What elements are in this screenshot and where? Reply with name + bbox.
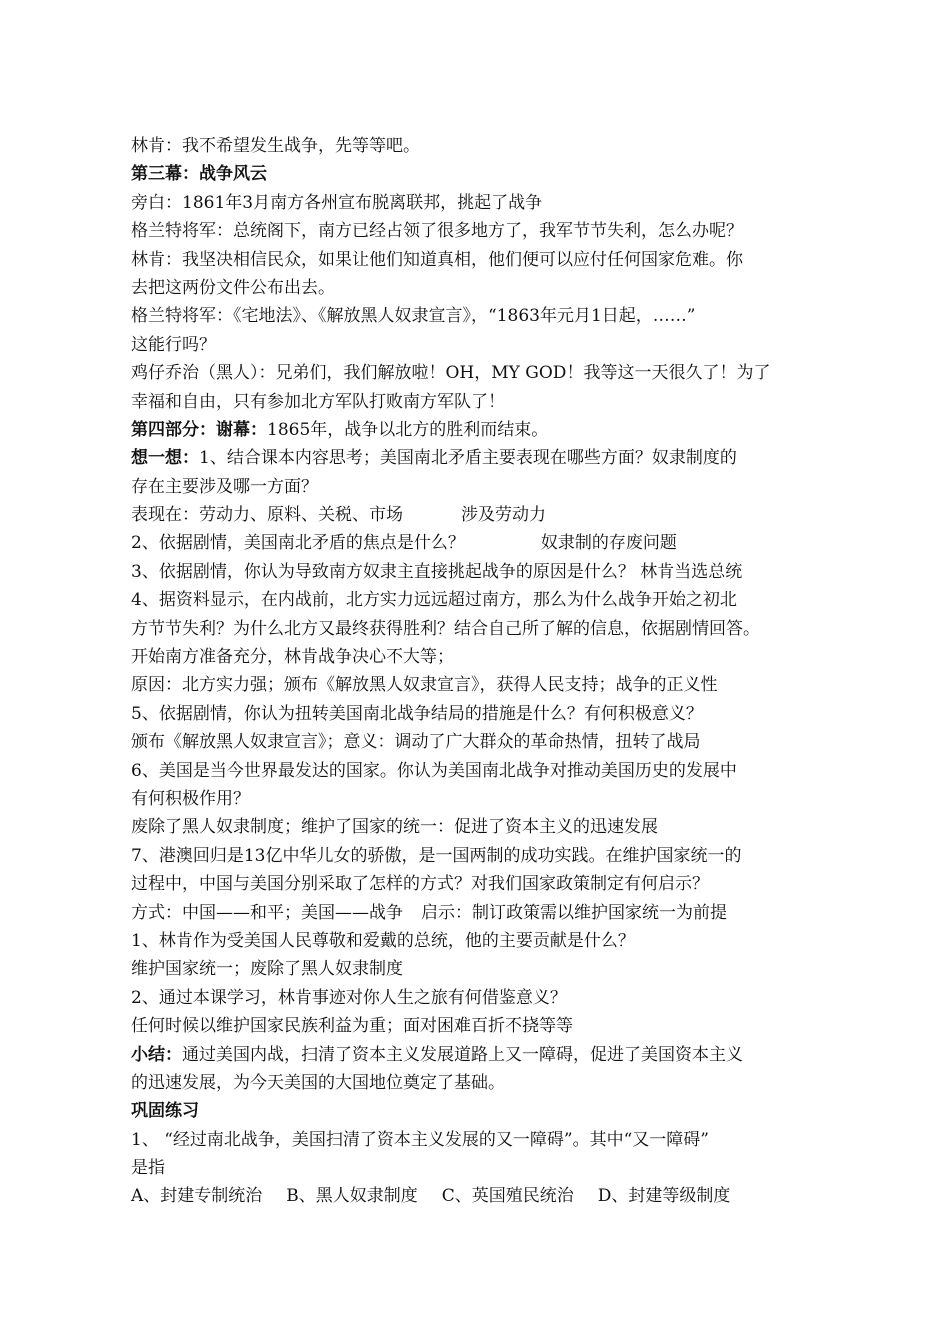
text-line xyxy=(131,558,831,586)
bold-label: 想一想： xyxy=(131,448,199,469)
text-run: 有何积极作用？ xyxy=(131,788,250,809)
bold-label: 第三幕：战争风云 xyxy=(131,164,267,185)
text-run: 开始南方准备充分，林肯战争决心不大等； xyxy=(131,647,454,668)
text-run: 原因：北方实力强；颁布《解放黑人奴隶宣言》，获得人民支持；战争的正义性 xyxy=(131,675,718,696)
text-line xyxy=(131,870,831,898)
text-line xyxy=(131,785,831,813)
text-line xyxy=(131,1041,831,1069)
text-run: 4、据资料显示，在内战前，北方实力远远超过南方，那么为什么战争开始之初北 xyxy=(131,590,737,611)
text-run: 幸福和自由，只有参加北方军队打败南方军队了！ xyxy=(131,391,505,412)
text-line xyxy=(131,160,831,188)
text-line xyxy=(131,473,831,501)
text-run: 7、港澳回归是13亿中华儿女的骄傲，是一国两制的成功实践。在维护国家统一的 xyxy=(131,845,742,866)
text-line xyxy=(131,700,831,728)
text-line xyxy=(131,529,831,557)
text-run: 表现在：劳动力、原料、关税、市场 xyxy=(131,505,403,526)
text-line xyxy=(131,388,831,416)
text-run: 去把这两份文件公布出去。 xyxy=(131,277,335,298)
text-run: C、英国殖民统治 xyxy=(441,1186,574,1207)
text-run: 2、通过本课学习，林肯事迹对你人生之旅有何借鉴意义？ xyxy=(131,987,567,1008)
text-line xyxy=(131,643,831,671)
text-run: 的迅速发展，为今天美国的大国地位奠定了基础。 xyxy=(131,1072,505,1093)
text-run: 涉及劳动力 xyxy=(461,505,546,526)
text-run: 这能行吗？ xyxy=(131,334,216,355)
text-run: 废除了黑人奴隶制度；维护了国家的统一：促进了资本主义的迅速发展 xyxy=(131,817,658,838)
text-line xyxy=(131,1097,831,1125)
text-run: 1、林肯作为受美国人民尊敬和爱戴的总统，他的主要贡献是什么？ xyxy=(131,930,635,951)
text-line xyxy=(131,728,831,756)
text-line xyxy=(131,501,831,529)
text-line xyxy=(131,899,831,927)
text-run: 6、美国是当今世界最发达的国家。你认为美国南北战争对推动美国历史的发展中 xyxy=(131,760,737,781)
text-run: B、黑人奴隶制度 xyxy=(286,1186,418,1207)
text-line xyxy=(131,359,831,387)
text-line xyxy=(131,189,831,217)
text-run: 奴隶制的存废问题 xyxy=(540,533,677,554)
text-run: 2、依据剧情，美国南北矛盾的焦点是什么？ xyxy=(131,533,465,554)
text-run: 格兰特将军：《宅地法》、《解放黑人奴隶宣言》，“1863年元月1日起，……” xyxy=(131,306,696,327)
text-line xyxy=(131,217,831,245)
text-line xyxy=(131,757,831,785)
text-line xyxy=(131,132,831,160)
text-run: 鸡仔乔治（黑人）：兄弟们，我们解放啦！OH，MY GOD！我等这一天很久了！为了 xyxy=(131,363,771,384)
text-run: 过程中，中国与美国分别采取了怎样的方式？对我们国家政策制定有何启示？ xyxy=(131,874,709,895)
text-run: 通过美国内战，扫清了资本主义发展道路上又一障碍，促进了美国资本主义 xyxy=(182,1044,743,1065)
text-line xyxy=(131,1012,831,1040)
text-run: 方式：中国——和平；美国——战争 xyxy=(131,902,403,923)
text-run: 方节节失利？为什么北方又最终获得胜利？结合自己所了解的信息，依据剧情回答。 xyxy=(131,618,760,639)
text-run: 任何时候以维护国家民族利益为重；面对困难百折不挠等等 xyxy=(131,1016,573,1037)
text-run: 格兰特将军：总统阁下，南方已经占领了很多地方了，我军节节失利，怎么办呢？ xyxy=(131,221,743,242)
text-run: 5、依据剧情，你认为扭转美国南北战争结局的措施是什么？有何积极意义？ xyxy=(131,703,703,724)
text-run: 存在主要涉及哪一方面？ xyxy=(131,476,318,497)
text-line xyxy=(131,246,831,274)
bold-label: 小结： xyxy=(131,1044,182,1065)
text-line xyxy=(131,274,831,302)
text-run: 林肯：我不希望发生战争，先等等吧。 xyxy=(131,136,420,156)
text-run: 是指 xyxy=(131,1158,165,1179)
text-run: 启示：制订政策需以维护国家统一为前提 xyxy=(421,902,727,923)
text-run: 旁白：1861年3月南方各州宣布脱离联邦，挑起了战争 xyxy=(131,192,543,213)
text-run: 维护国家统一；废除了黑人奴隶制度 xyxy=(131,959,403,980)
text-run: 1865年，战争以北方的胜利而结束。 xyxy=(267,419,549,440)
text-line xyxy=(131,955,831,983)
text-line xyxy=(131,1182,831,1210)
text-line xyxy=(131,615,831,643)
text-run: A、封建专制统治 xyxy=(131,1186,263,1207)
bold-label: 第四部分：谢幕： xyxy=(131,419,267,440)
text-run: 林肯：我坚决相信民众，如果让他们知道真相，他们便可以应付任何国家危难。你 xyxy=(131,249,743,270)
text-run: 1、结合课本内容思考；美国南北矛盾主要表现在哪些方面？奴隶制度的 xyxy=(199,448,737,469)
text-run: 颁布《解放黑人奴隶宣言》；意义：调动了广大群众的革命热情，扭转了战局 xyxy=(131,732,701,753)
text-run: 3、依据剧情，你认为导致南方奴隶主直接挑起战争的原因是什么？ 林肯当选总统 xyxy=(131,561,743,582)
text-line xyxy=(131,842,831,870)
bold-label: 巩固练习 xyxy=(131,1101,199,1122)
text-line xyxy=(131,586,831,614)
text-line xyxy=(131,302,831,330)
document-page xyxy=(131,132,831,1211)
text-line xyxy=(131,1154,831,1182)
text-line xyxy=(131,1069,831,1097)
text-line xyxy=(131,984,831,1012)
text-run: D、封建等级制度 xyxy=(597,1186,731,1207)
text-line xyxy=(131,1126,831,1154)
text-run: 1、 “经过南北战争，美国扫清了资本主义发展的又一障碍”。其中“又一障碍” xyxy=(131,1129,709,1150)
text-line xyxy=(131,444,831,472)
text-line xyxy=(131,416,831,444)
text-line xyxy=(131,813,831,841)
text-line xyxy=(131,927,831,955)
text-line xyxy=(131,671,831,699)
text-line xyxy=(131,331,831,359)
